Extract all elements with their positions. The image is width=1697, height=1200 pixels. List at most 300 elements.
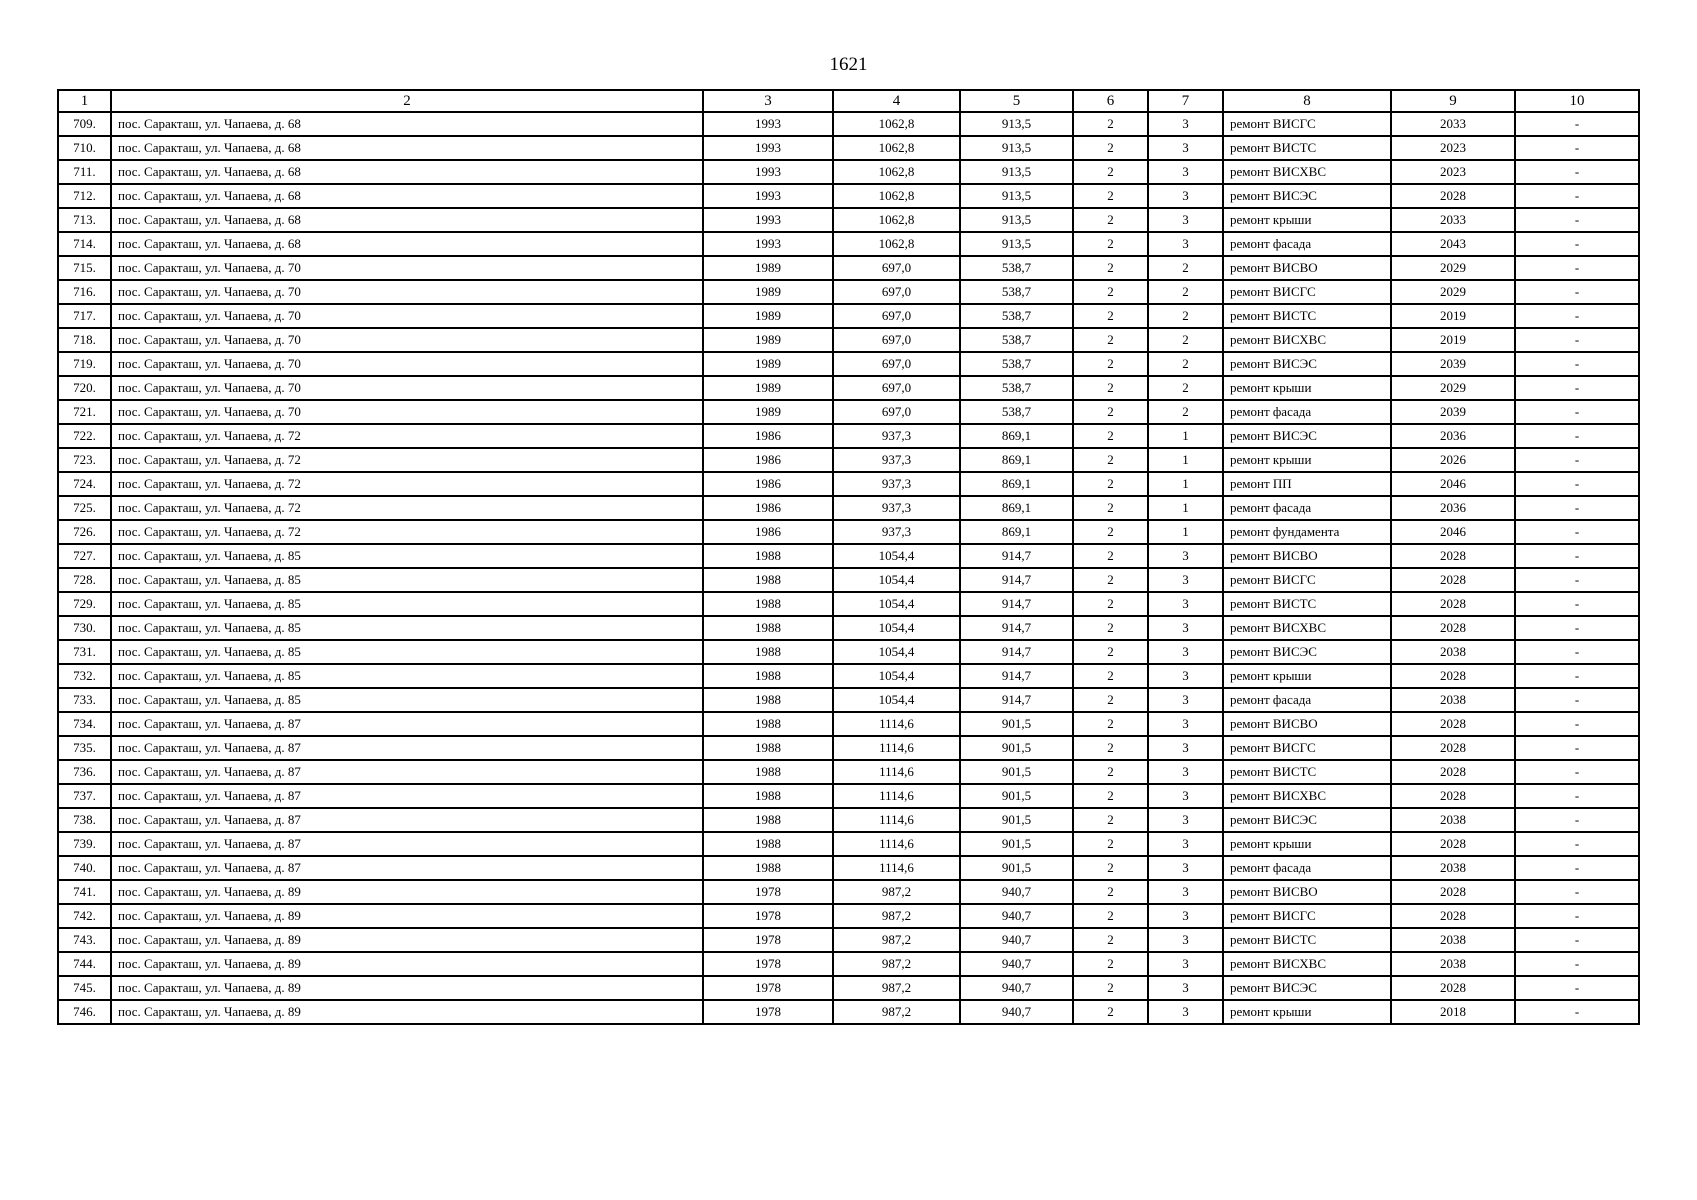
work-type-cell: ремонт ВИСГС [1223,904,1391,928]
floors-cell: 2 [1073,208,1148,232]
note-cell: - [1515,784,1639,808]
total-area-cell: 697,0 [833,376,960,400]
planned-year-cell: 2036 [1391,496,1515,520]
address-cell: пос. Саракташ, ул. Чапаева, д. 70 [111,352,703,376]
floors-cell: 2 [1073,304,1148,328]
total-area-cell: 987,2 [833,976,960,1000]
planned-year-cell: 2038 [1391,640,1515,664]
note-cell: - [1515,328,1639,352]
entrances-cell: 1 [1148,448,1223,472]
row-number-cell: 721. [58,400,111,424]
total-area-cell: 987,2 [833,952,960,976]
total-area-cell: 1114,6 [833,784,960,808]
total-area-cell: 1062,8 [833,112,960,136]
address-cell: пос. Саракташ, ул. Чапаева, д. 68 [111,208,703,232]
row-number-cell: 717. [58,304,111,328]
table-row [58,736,1639,760]
table-row [58,400,1639,424]
note-cell: - [1515,592,1639,616]
entrances-cell: 2 [1148,400,1223,424]
total-area-cell: 1114,6 [833,712,960,736]
planned-year-cell: 2028 [1391,880,1515,904]
address-cell: пос. Саракташ, ул. Чапаева, д. 87 [111,808,703,832]
note-cell: - [1515,280,1639,304]
table-row [58,136,1639,160]
note-cell: - [1515,352,1639,376]
address-cell: пос. Саракташ, ул. Чапаева, д. 87 [111,784,703,808]
address-cell: пос. Саракташ, ул. Чапаева, д. 87 [111,712,703,736]
column-header-5: 5 [960,90,1073,112]
entrances-cell: 2 [1148,256,1223,280]
table-row [58,760,1639,784]
row-number-cell: 718. [58,328,111,352]
year-cell: 1989 [703,376,833,400]
planned-year-cell: 2023 [1391,136,1515,160]
year-cell: 1986 [703,520,833,544]
row-number-cell: 737. [58,784,111,808]
row-number-cell: 734. [58,712,111,736]
year-cell: 1989 [703,280,833,304]
total-area-cell: 1054,4 [833,592,960,616]
living-area-cell: 869,1 [960,520,1073,544]
total-area-cell: 1114,6 [833,760,960,784]
living-area-cell: 913,5 [960,232,1073,256]
note-cell: - [1515,856,1639,880]
total-area-cell: 697,0 [833,328,960,352]
planned-year-cell: 2036 [1391,424,1515,448]
year-cell: 1986 [703,472,833,496]
note-cell: - [1515,448,1639,472]
floors-cell: 2 [1073,232,1148,256]
note-cell: - [1515,112,1639,136]
entrances-cell: 3 [1148,904,1223,928]
row-number-cell: 710. [58,136,111,160]
total-area-cell: 987,2 [833,880,960,904]
note-cell: - [1515,232,1639,256]
year-cell: 1986 [703,424,833,448]
floors-cell: 2 [1073,784,1148,808]
note-cell: - [1515,640,1639,664]
year-cell: 1986 [703,448,833,472]
entrances-cell: 3 [1148,760,1223,784]
note-cell: - [1515,736,1639,760]
work-type-cell: ремонт ВИСГС [1223,736,1391,760]
entrances-cell: 3 [1148,856,1223,880]
address-cell: пос. Саракташ, ул. Чапаева, д. 89 [111,952,703,976]
row-number-cell: 731. [58,640,111,664]
year-cell: 1988 [703,592,833,616]
work-type-cell: ремонт ВИСТС [1223,760,1391,784]
note-cell: - [1515,664,1639,688]
address-cell: пос. Саракташ, ул. Чапаева, д. 68 [111,136,703,160]
table-row [58,928,1639,952]
table-row [58,544,1639,568]
table-row [58,520,1639,544]
living-area-cell: 914,7 [960,640,1073,664]
planned-year-cell: 2028 [1391,592,1515,616]
entrances-cell: 3 [1148,568,1223,592]
address-cell: пос. Саракташ, ул. Чапаева, д. 68 [111,160,703,184]
row-number-cell: 712. [58,184,111,208]
year-cell: 1993 [703,208,833,232]
note-cell: - [1515,400,1639,424]
table-row [58,184,1639,208]
row-number-cell: 742. [58,904,111,928]
year-cell: 1986 [703,496,833,520]
row-number-cell: 729. [58,592,111,616]
total-area-cell: 1062,8 [833,136,960,160]
entrances-cell: 3 [1148,664,1223,688]
total-area-cell: 697,0 [833,280,960,304]
table-row [58,328,1639,352]
floors-cell: 2 [1073,544,1148,568]
planned-year-cell: 2029 [1391,376,1515,400]
row-number-cell: 727. [58,544,111,568]
total-area-cell: 1062,8 [833,232,960,256]
entrances-cell: 1 [1148,496,1223,520]
entrances-cell: 3 [1148,976,1223,1000]
work-type-cell: ремонт ВИСТС [1223,136,1391,160]
planned-year-cell: 2033 [1391,112,1515,136]
planned-year-cell: 2038 [1391,928,1515,952]
row-number-cell: 722. [58,424,111,448]
address-cell: пос. Саракташ, ул. Чапаева, д. 72 [111,520,703,544]
year-cell: 1988 [703,760,833,784]
entrances-cell: 3 [1148,136,1223,160]
planned-year-cell: 2028 [1391,616,1515,640]
floors-cell: 2 [1073,928,1148,952]
work-type-cell: ремонт крыши [1223,376,1391,400]
floors-cell: 2 [1073,856,1148,880]
year-cell: 1978 [703,928,833,952]
total-area-cell: 937,3 [833,472,960,496]
address-cell: пос. Саракташ, ул. Чапаева, д. 87 [111,736,703,760]
living-area-cell: 538,7 [960,256,1073,280]
work-type-cell: ремонт фасада [1223,232,1391,256]
living-area-cell: 901,5 [960,736,1073,760]
year-cell: 1989 [703,304,833,328]
living-area-cell: 538,7 [960,328,1073,352]
planned-year-cell: 2019 [1391,328,1515,352]
planned-year-cell: 2039 [1391,352,1515,376]
address-cell: пос. Саракташ, ул. Чапаева, д. 85 [111,688,703,712]
entrances-cell: 3 [1148,832,1223,856]
year-cell: 1993 [703,160,833,184]
row-number-cell: 720. [58,376,111,400]
entrances-cell: 3 [1148,1000,1223,1024]
living-area-cell: 940,7 [960,1000,1073,1024]
note-cell: - [1515,520,1639,544]
floors-cell: 2 [1073,520,1148,544]
total-area-cell: 937,3 [833,448,960,472]
entrances-cell: 1 [1148,424,1223,448]
entrances-cell: 2 [1148,280,1223,304]
entrances-cell: 3 [1148,232,1223,256]
floors-cell: 2 [1073,376,1148,400]
note-cell: - [1515,256,1639,280]
living-area-cell: 913,5 [960,136,1073,160]
row-number-cell: 711. [58,160,111,184]
work-type-cell: ремонт крыши [1223,832,1391,856]
row-number-cell: 723. [58,448,111,472]
total-area-cell: 1054,4 [833,664,960,688]
living-area-cell: 940,7 [960,904,1073,928]
floors-cell: 2 [1073,496,1148,520]
work-type-cell: ремонт ВИСХВС [1223,784,1391,808]
address-cell: пос. Саракташ, ул. Чапаева, д. 70 [111,400,703,424]
year-cell: 1978 [703,976,833,1000]
address-cell: пос. Саракташ, ул. Чапаева, д. 72 [111,448,703,472]
note-cell: - [1515,760,1639,784]
entrances-cell: 3 [1148,616,1223,640]
table-row [58,376,1639,400]
entrances-cell: 3 [1148,808,1223,832]
year-cell: 1993 [703,184,833,208]
column-header-4: 4 [833,90,960,112]
table-row [58,952,1639,976]
living-area-cell: 538,7 [960,400,1073,424]
total-area-cell: 987,2 [833,904,960,928]
floors-cell: 2 [1073,160,1148,184]
address-cell: пос. Саракташ, ул. Чапаева, д. 70 [111,304,703,328]
total-area-cell: 1114,6 [833,808,960,832]
year-cell: 1993 [703,112,833,136]
table-row [58,208,1639,232]
planned-year-cell: 2028 [1391,832,1515,856]
total-area-cell: 1062,8 [833,208,960,232]
floors-cell: 2 [1073,952,1148,976]
address-cell: пос. Саракташ, ул. Чапаева, д. 70 [111,280,703,304]
entrances-cell: 3 [1148,208,1223,232]
row-number-cell: 744. [58,952,111,976]
table-row [58,592,1639,616]
address-cell: пос. Саракташ, ул. Чапаева, д. 87 [111,832,703,856]
planned-year-cell: 2038 [1391,808,1515,832]
table-row [58,1000,1639,1024]
planned-year-cell: 2028 [1391,904,1515,928]
entrances-cell: 3 [1148,784,1223,808]
living-area-cell: 869,1 [960,424,1073,448]
note-cell: - [1515,544,1639,568]
living-area-cell: 940,7 [960,976,1073,1000]
total-area-cell: 697,0 [833,256,960,280]
note-cell: - [1515,928,1639,952]
floors-cell: 2 [1073,808,1148,832]
total-area-cell: 1054,4 [833,616,960,640]
row-number-cell: 714. [58,232,111,256]
table-row [58,304,1639,328]
floors-cell: 2 [1073,256,1148,280]
note-cell: - [1515,184,1639,208]
table-row [58,448,1639,472]
address-cell: пос. Саракташ, ул. Чапаева, д. 89 [111,928,703,952]
note-cell: - [1515,376,1639,400]
floors-cell: 2 [1073,424,1148,448]
year-cell: 1988 [703,832,833,856]
work-type-cell: ремонт ВИСЭС [1223,424,1391,448]
living-area-cell: 913,5 [960,208,1073,232]
year-cell: 1978 [703,1000,833,1024]
row-number-cell: 739. [58,832,111,856]
living-area-cell: 913,5 [960,112,1073,136]
floors-cell: 2 [1073,664,1148,688]
work-type-cell: ремонт ВИСТС [1223,592,1391,616]
floors-cell: 2 [1073,736,1148,760]
address-cell: пос. Саракташ, ул. Чапаева, д. 72 [111,424,703,448]
table-header-row [58,90,1639,112]
column-header-2: 2 [111,90,703,112]
living-area-cell: 901,5 [960,784,1073,808]
row-number-cell: 746. [58,1000,111,1024]
column-header-8: 8 [1223,90,1391,112]
row-number-cell: 724. [58,472,111,496]
floors-cell: 2 [1073,472,1148,496]
address-cell: пос. Саракташ, ул. Чапаева, д. 89 [111,880,703,904]
work-type-cell: ремонт ВИСЭС [1223,808,1391,832]
table-row [58,640,1639,664]
floors-cell: 2 [1073,352,1148,376]
work-type-cell: ремонт ВИСВО [1223,880,1391,904]
floors-cell: 2 [1073,328,1148,352]
work-type-cell: ремонт ВИСВО [1223,544,1391,568]
planned-year-cell: 2028 [1391,568,1515,592]
note-cell: - [1515,136,1639,160]
repair-schedule-table [57,89,1640,1025]
work-type-cell: ремонт крыши [1223,208,1391,232]
address-cell: пос. Саракташ, ул. Чапаева, д. 68 [111,184,703,208]
floors-cell: 2 [1073,280,1148,304]
row-number-cell: 733. [58,688,111,712]
planned-year-cell: 2043 [1391,232,1515,256]
living-area-cell: 869,1 [960,496,1073,520]
total-area-cell: 1054,4 [833,688,960,712]
note-cell: - [1515,976,1639,1000]
year-cell: 1988 [703,640,833,664]
row-number-cell: 730. [58,616,111,640]
entrances-cell: 3 [1148,880,1223,904]
living-area-cell: 914,7 [960,664,1073,688]
row-number-cell: 726. [58,520,111,544]
total-area-cell: 1114,6 [833,856,960,880]
floors-cell: 2 [1073,448,1148,472]
floors-cell: 2 [1073,976,1148,1000]
row-number-cell: 715. [58,256,111,280]
year-cell: 1978 [703,952,833,976]
floors-cell: 2 [1073,616,1148,640]
table-row [58,232,1639,256]
living-area-cell: 538,7 [960,304,1073,328]
living-area-cell: 913,5 [960,160,1073,184]
address-cell: пос. Саракташ, ул. Чапаева, д. 70 [111,328,703,352]
table-row [58,712,1639,736]
planned-year-cell: 2018 [1391,1000,1515,1024]
year-cell: 1988 [703,712,833,736]
entrances-cell: 2 [1148,352,1223,376]
floors-cell: 2 [1073,760,1148,784]
living-area-cell: 869,1 [960,448,1073,472]
living-area-cell: 914,7 [960,688,1073,712]
table-row [58,160,1639,184]
entrances-cell: 3 [1148,544,1223,568]
work-type-cell: ремонт крыши [1223,1000,1391,1024]
work-type-cell: ремонт ВИСХВС [1223,328,1391,352]
work-type-cell: ремонт ВИСЭС [1223,184,1391,208]
year-cell: 1988 [703,688,833,712]
work-type-cell: ремонт ПП [1223,472,1391,496]
address-cell: пос. Саракташ, ул. Чапаева, д. 89 [111,1000,703,1024]
planned-year-cell: 2033 [1391,208,1515,232]
note-cell: - [1515,160,1639,184]
planned-year-cell: 2028 [1391,712,1515,736]
work-type-cell: ремонт фасада [1223,856,1391,880]
planned-year-cell: 2038 [1391,952,1515,976]
total-area-cell: 1062,8 [833,160,960,184]
note-cell: - [1515,568,1639,592]
table-row [58,472,1639,496]
total-area-cell: 937,3 [833,496,960,520]
living-area-cell: 914,7 [960,616,1073,640]
total-area-cell: 1114,6 [833,832,960,856]
year-cell: 1978 [703,904,833,928]
work-type-cell: ремонт ВИСЭС [1223,976,1391,1000]
note-cell: - [1515,904,1639,928]
total-area-cell: 1062,8 [833,184,960,208]
page-number: 1621 [829,54,868,75]
entrances-cell: 3 [1148,952,1223,976]
work-type-cell: ремонт ВИСХВС [1223,160,1391,184]
entrances-cell: 3 [1148,736,1223,760]
planned-year-cell: 2028 [1391,544,1515,568]
floors-cell: 2 [1073,1000,1148,1024]
table-row [58,616,1639,640]
note-cell: - [1515,688,1639,712]
table-row [58,976,1639,1000]
floors-cell: 2 [1073,832,1148,856]
living-area-cell: 538,7 [960,376,1073,400]
row-number-cell: 732. [58,664,111,688]
table-row [58,808,1639,832]
total-area-cell: 1114,6 [833,736,960,760]
work-type-cell: ремонт ВИСХВС [1223,616,1391,640]
row-number-cell: 738. [58,808,111,832]
year-cell: 1988 [703,736,833,760]
planned-year-cell: 2028 [1391,784,1515,808]
living-area-cell: 940,7 [960,928,1073,952]
entrances-cell: 3 [1148,112,1223,136]
floors-cell: 2 [1073,880,1148,904]
address-cell: пос. Саракташ, ул. Чапаева, д. 85 [111,616,703,640]
address-cell: пос. Саракташ, ул. Чапаева, д. 85 [111,544,703,568]
planned-year-cell: 2028 [1391,664,1515,688]
floors-cell: 2 [1073,688,1148,712]
column-header-9: 9 [1391,90,1515,112]
entrances-cell: 3 [1148,688,1223,712]
column-header-1: 1 [58,90,111,112]
work-type-cell: ремонт крыши [1223,664,1391,688]
work-type-cell: ремонт ВИСТС [1223,928,1391,952]
entrances-cell: 3 [1148,184,1223,208]
total-area-cell: 1054,4 [833,544,960,568]
work-type-cell: ремонт ВИСТС [1223,304,1391,328]
floors-cell: 2 [1073,568,1148,592]
row-number-cell: 713. [58,208,111,232]
entrances-cell: 3 [1148,640,1223,664]
row-number-cell: 735. [58,736,111,760]
planned-year-cell: 2039 [1391,400,1515,424]
planned-year-cell: 2026 [1391,448,1515,472]
planned-year-cell: 2028 [1391,736,1515,760]
floors-cell: 2 [1073,184,1148,208]
